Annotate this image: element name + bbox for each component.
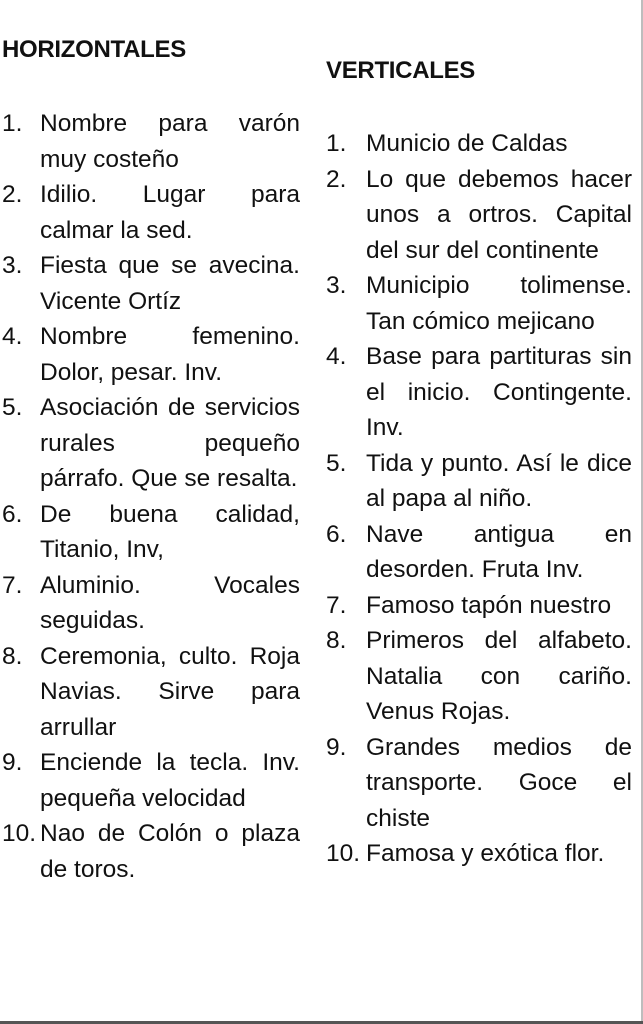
clue-number: 6. <box>326 520 347 548</box>
horizontal-clue-6 <box>0 497 300 568</box>
clue-number: 1. <box>2 110 23 137</box>
horizontales-clue-list <box>0 106 300 887</box>
vertical-clue-5 <box>322 446 632 517</box>
clue-text: Idilio. Lugar para calmar la sed. <box>40 181 300 244</box>
vertical-clue-1 <box>322 126 632 162</box>
vertical-clue-10 <box>322 836 632 872</box>
horizontal-clue-4 <box>0 319 300 390</box>
horizontal-clue-8 <box>0 639 300 746</box>
clue-number: 5. <box>326 449 347 477</box>
clue-text: Aluminio. Vocales seguidas. <box>40 571 300 634</box>
clue-text: Tida y punto. Así le dice al papa al niño. <box>366 449 632 512</box>
clue-number: 7. <box>2 571 23 599</box>
clue-text: Nao de Colón o plaza de toros. <box>40 820 300 883</box>
clue-text: Famoso tapón nuestro <box>366 591 612 619</box>
clue-number: 7. <box>326 591 347 619</box>
horizontal-clue-7 <box>0 568 300 639</box>
clue-number: 3. <box>2 252 23 279</box>
horizontal-clue-3 <box>0 248 300 319</box>
clue-number: 10. <box>326 840 361 867</box>
clue-text: Famosa y exótica flor. <box>366 840 605 867</box>
clue-text: Nave antigua en desorden. Fruta Inv. <box>366 520 632 583</box>
clue-text: Nombre para varón muy costeño <box>40 110 300 173</box>
vertical-clue-2 <box>322 162 632 269</box>
vertical-clue-9 <box>322 730 632 837</box>
horizontal-clue-2 <box>0 177 300 248</box>
clue-number: 4. <box>2 323 23 350</box>
clue-text: Primeros del alfabeto. Natalia con cariño. Venus Rojas. <box>366 627 632 725</box>
vertical-clue-7 <box>322 588 632 624</box>
clue-text: Lo que debemos hacer unos a ortros. Capital del sur del continente <box>366 165 632 264</box>
clue-number: 10. <box>2 820 37 847</box>
clue-text: Municio de Caldas <box>366 130 568 157</box>
vertical-clue-4 <box>322 339 632 446</box>
clue-text: Base para partituras sin el inicio. Contingente. Inv. <box>366 343 632 441</box>
horizontales-heading: HORIZONTALES <box>2 36 186 63</box>
clue-number: 6. <box>2 500 23 528</box>
clue-text: Enciende la tecla. Inv. pequeña velocidad <box>40 749 300 812</box>
clue-number: 5. <box>2 394 23 421</box>
clue-number: 2. <box>326 165 347 193</box>
verticales-heading: VERTICALES <box>326 57 476 84</box>
clue-text: Ceremonia, culto. Roja Navias. Sirve para arrullar <box>40 642 300 741</box>
clue-number: 1. <box>326 130 347 157</box>
clue-text: Grandes medios de transporte. Goce el chiste <box>366 733 632 832</box>
clue-number: 9. <box>326 733 347 761</box>
clue-text: Asociación de servicios rurales pequeño párrafo. Que se resalta. <box>40 394 300 492</box>
clue-number: 3. <box>326 272 347 299</box>
clue-number: 4. <box>326 343 347 370</box>
horizontal-clue-10 <box>0 816 300 887</box>
horizontal-clue-1 <box>0 106 300 177</box>
clue-text: De buena calidad, Titanio, Inv, <box>40 500 300 563</box>
clue-number: 9. <box>2 749 23 776</box>
clue-text: Nombre femenino. Dolor, pesar. Inv. <box>40 323 300 386</box>
verticales-clue-list <box>322 126 632 872</box>
clue-number: 8. <box>326 627 347 654</box>
vertical-clue-3 <box>322 268 632 339</box>
clue-number: 8. <box>2 642 23 670</box>
vertical-clue-6 <box>322 517 632 588</box>
clue-text: Fiesta que se avecina. Vicente Ortíz <box>40 252 300 315</box>
vertical-clue-8 <box>322 623 632 730</box>
clue-text: Municipio tolimense. Tan cómico mejicano <box>366 272 632 335</box>
clue-number: 2. <box>2 181 23 208</box>
horizontal-clue-9 <box>0 745 300 816</box>
horizontal-clue-5 <box>0 390 300 497</box>
